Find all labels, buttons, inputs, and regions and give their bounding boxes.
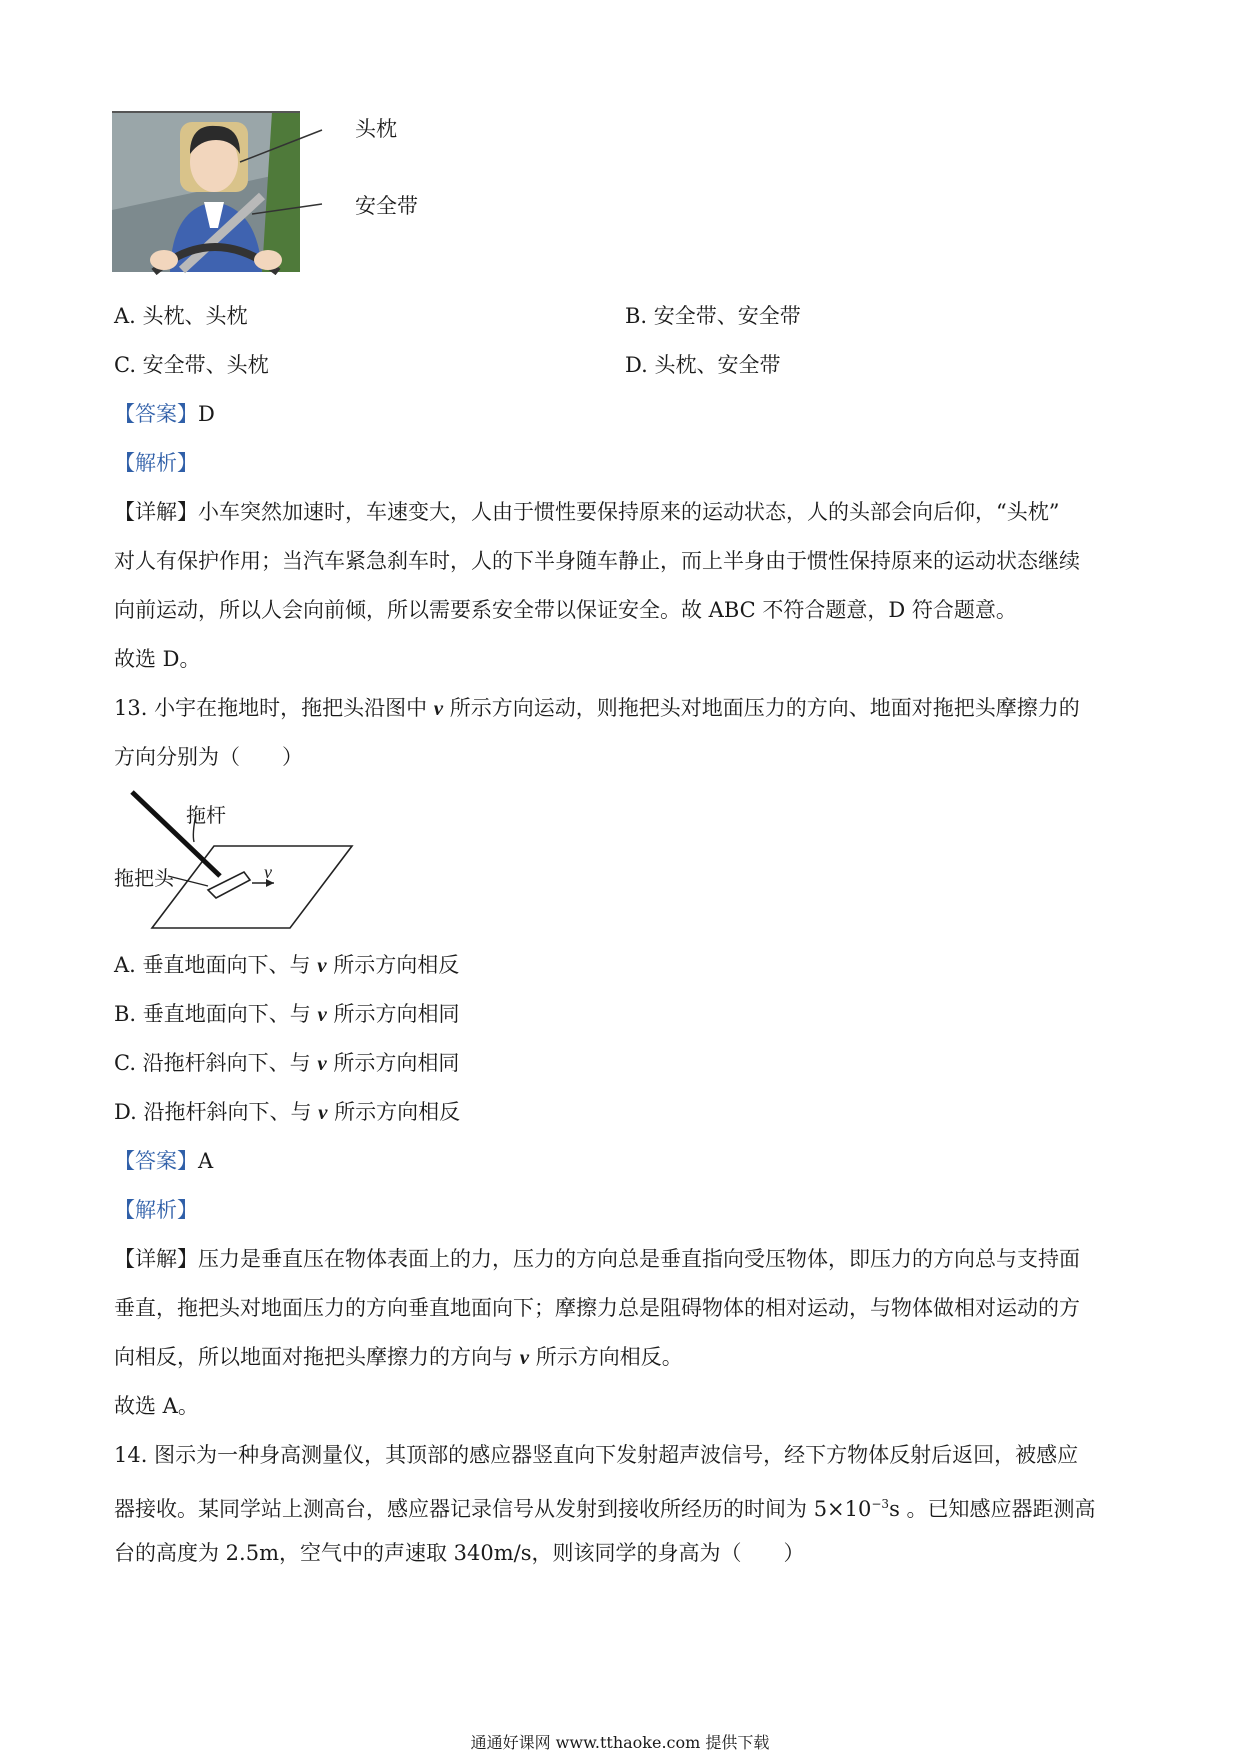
q13-option-d <box>114 1097 460 1127</box>
stem-pre: 13. 小宇在拖地时，拖把头沿图中 <box>114 696 434 720</box>
option-d-post: 所示方向相反 <box>327 1100 461 1124</box>
option-a-post: 所示方向相反 <box>326 953 460 977</box>
option-c-post: 所示方向相同 <box>326 1051 460 1075</box>
answer-value: A <box>198 1149 214 1173</box>
detail-post: 所示方向相反。 <box>529 1345 683 1369</box>
q13-stem-line-1 <box>114 693 1080 723</box>
label-velocity: v <box>264 862 272 882</box>
time-value <box>814 1497 900 1521</box>
footer-credit: 通通好课网 www.tthaoke.com 提供下载 <box>470 1733 770 1752</box>
label-headrest: 头枕 <box>355 117 397 141</box>
detail-pre: 向相反，所以地面对拖把头摩擦力的方向与 <box>114 1345 520 1369</box>
mop-figure <box>112 786 372 936</box>
v-symbol: v <box>317 1002 327 1026</box>
time-base: 5×10 <box>813 1497 872 1521</box>
q13-detail-line-2: 垂直，拖把头对地面压力的方向垂直地面向下；摩擦力总是阻碍物体的相对运动，与物体做相对运动的方 <box>114 1296 1080 1320</box>
q13-detail-line-1 <box>114 1244 1080 1274</box>
v-symbol: v <box>519 1345 530 1369</box>
time-unit: s <box>889 1497 900 1521</box>
q14-line-1: 14. 图示为一种身高测量仪，其顶部的感应器竖直向下发射超声波信号，经下方物体反射后返回，被感应 <box>114 1443 1079 1467</box>
q13-option-a <box>114 950 459 980</box>
q12-option-b: B. 安全带、安全带 <box>625 304 801 328</box>
answer-value: D <box>198 402 215 426</box>
option-c-pre: C. 沿拖杆斜向下、与 <box>114 1051 318 1075</box>
q12-detail-line-3: 向前运动，所以人会向前倾，所以需要系安全带以保证安全。故 ABC 不符合题意，D 符合题意。 <box>114 598 1017 622</box>
q13-answer <box>114 1146 213 1176</box>
time-exponent: −3 <box>871 1497 890 1511</box>
v-symbol: v <box>317 1051 327 1075</box>
label-mop-head: 拖把头 <box>114 866 174 890</box>
v-symbol: v <box>317 953 327 977</box>
label-mop-rod: 拖杆 <box>186 803 226 827</box>
q13-option-b <box>114 999 459 1029</box>
option-b-post: 所示方向相同 <box>326 1002 460 1026</box>
q13-option-c <box>114 1048 459 1078</box>
line2-post: 。已知感应器距测高 <box>899 1497 1096 1521</box>
detail-text: 小车突然加速时，车速变大，人由于惯性要保持原来的运动状态，人的头部会向后仰，“头枕” <box>198 500 1060 524</box>
q12-analysis-tag: 【解析】 <box>114 451 198 475</box>
option-d-pre: D. 沿拖杆斜向下、与 <box>114 1100 319 1124</box>
answer-tag: 【答案】 <box>114 1149 198 1173</box>
q12-detail-line-2: 对人有保护作用；当汽车紧急刹车时，人的下半身随车静止，而上半身由于惯性保持原来的运动状态继续 <box>114 549 1080 573</box>
answer-tag: 【答案】 <box>114 402 198 426</box>
v-symbol: v <box>433 696 444 720</box>
detail-text: 压力是垂直压在物体表面上的力，压力的方向总是垂直指向受压物体，即压力的方向总与支持面 <box>198 1247 1080 1271</box>
q12-option-a: A. 头枕、头枕 <box>114 304 248 328</box>
q14-line-2 <box>114 1489 1096 1524</box>
line2-pre: 器接收。某同学站上测高台，感应器记录信号从发射到接收所经历的时间为 <box>114 1497 814 1521</box>
mop-diagram <box>112 786 372 936</box>
q12-conclusion: 故选 D。 <box>114 647 201 671</box>
detail-tag: 【详解】 <box>114 1247 198 1271</box>
v-symbol: v <box>318 1100 328 1124</box>
q13-conclusion: 故选 A。 <box>114 1394 199 1418</box>
option-b-pre: B. 垂直地面向下、与 <box>114 1002 318 1026</box>
q12-option-d: D. 头枕、安全带 <box>625 353 781 377</box>
q13-detail-line-3 <box>114 1342 683 1372</box>
option-a-pre: A. 垂直地面向下、与 <box>114 953 318 977</box>
detail-tag: 【详解】 <box>114 500 198 524</box>
stem-post: 所示方向运动，则拖把头对地面压力的方向、地面对拖把头摩擦力的 <box>443 696 1080 720</box>
q12-detail-line-1 <box>114 497 1059 527</box>
label-seatbelt: 安全带 <box>355 194 418 218</box>
q12-option-c: C. 安全带、头枕 <box>114 353 269 377</box>
q14-line-3: 台的高度为 2.5m，空气中的声速取 340m/s，则该同学的身高为（ ） <box>114 1541 805 1565</box>
q12-answer <box>114 399 215 429</box>
q13-stem-line-2: 方向分别为（ ） <box>114 745 303 769</box>
q13-analysis-tag: 【解析】 <box>114 1198 198 1222</box>
